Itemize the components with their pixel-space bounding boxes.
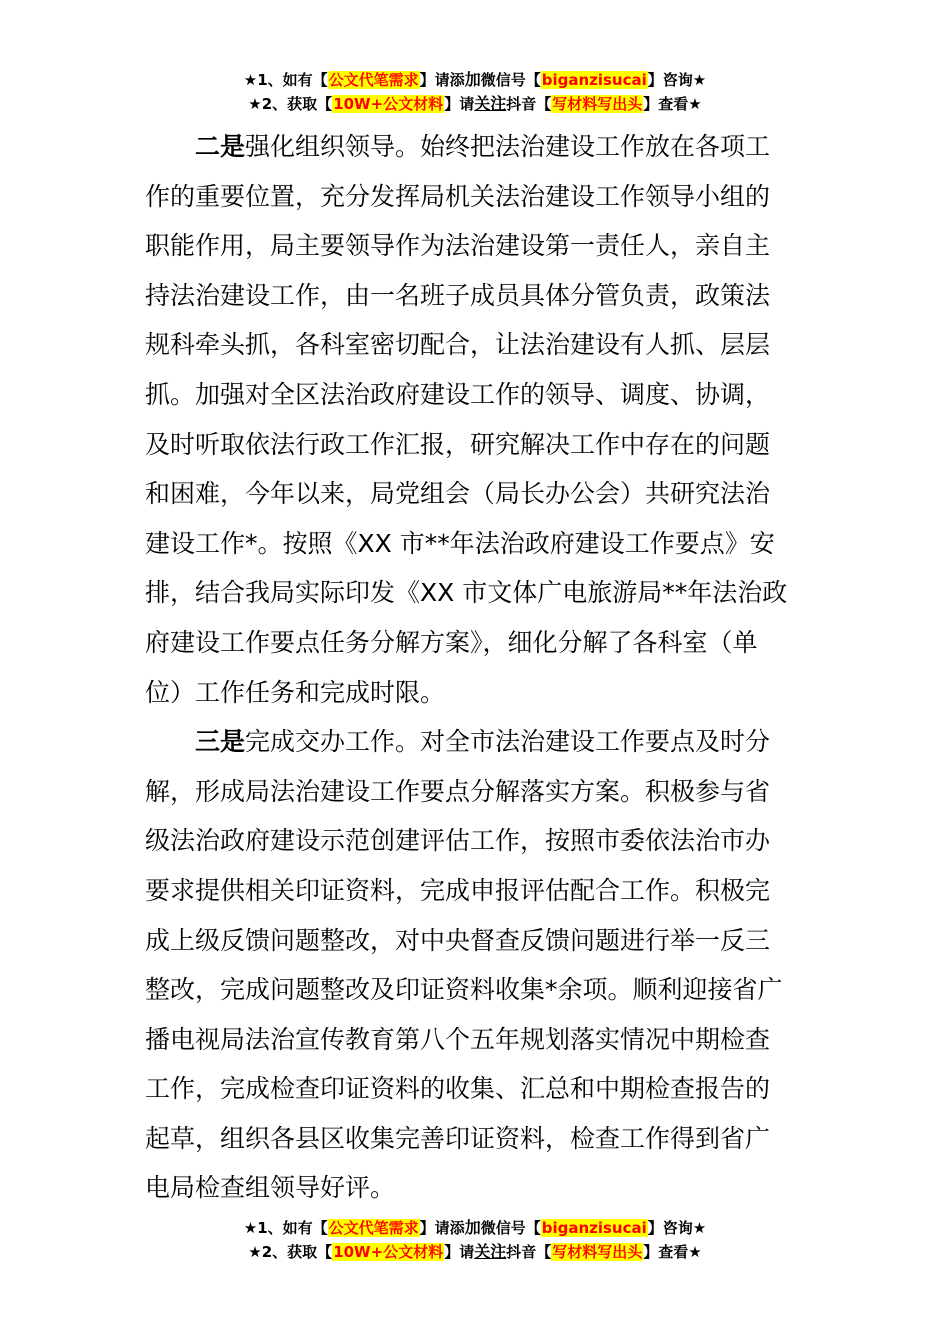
banner-text: 抖音【 [506, 95, 552, 113]
douyin-id-highlight: 写材料写出头 [552, 95, 643, 113]
paragraph-line: 播电视局法治宣传教育第八个五年规划落实情况中期检查 [145, 1024, 771, 1054]
paragraph-lead: 三是 [195, 727, 246, 757]
paragraph-line [145, 122, 810, 172]
document-body [145, 122, 810, 1213]
banner-text: 微信号【 [480, 1219, 541, 1237]
banner-text: 抖音【 [506, 1243, 552, 1261]
banner-text: ★2、获取【 [248, 95, 333, 113]
banner-text: ★1、如有【 [243, 71, 328, 89]
banner-text: 关注 [474, 94, 507, 113]
banner-text: 】请添 [419, 1219, 465, 1237]
banner-text: 】请 [444, 95, 475, 113]
paragraph-line: 持法治建设工作，由一名班子成员具体分管负责，政策法 [145, 280, 771, 310]
paragraph-line: 及时听取依法行政工作汇报，研究解决工作中存在的问题 [145, 429, 771, 459]
paragraph-line: 职能作用，局主要领导作为法治建设第一责任人，亲自主 [145, 231, 771, 261]
banner-text: 关注 [474, 1242, 507, 1261]
paragraph-line: 要求提供相关印证资料，完成申报评估配合工作。积极完 [145, 875, 771, 905]
line-text: 强化组织领导。始终把法治建设工作放在各项工 [245, 132, 771, 161]
paragraph-line: 起草，组织各县区收集完善印证资料，检查工作得到省广 [145, 1123, 771, 1153]
banner-line-2 [0, 92, 950, 116]
banner-text: ★1、如有【 [243, 1219, 328, 1237]
banner-highlight: 10W+公文材料 [333, 95, 444, 113]
banner-line-1 [0, 68, 950, 92]
banner-text: 】咨询★ [647, 1219, 707, 1237]
banner-text: 】咨询★ [647, 71, 707, 89]
banner-line-1 [0, 1216, 950, 1240]
line-text: 完成交办工作。对全市法治建设工作要点及时分 [245, 727, 771, 757]
paragraph-line: 位）工作任务和完成时限。 [145, 677, 446, 707]
banner-text: 】请添 [419, 71, 465, 89]
paragraph-line: 解，形成局法治建设工作要点分解落实方案。积极参与省 [145, 776, 771, 806]
paragraph-lead: 二是 [195, 132, 246, 161]
banner-line-2 [0, 1240, 950, 1264]
banner-highlight: 公文代笔需求 [328, 71, 419, 89]
footer-banner [0, 1216, 950, 1264]
paragraph-line: 整改，完成问题整改及印证资料收集*余项。顺利迎接省广 [145, 975, 783, 1005]
banner-text: 加 [464, 1218, 481, 1237]
banner-text: 加 [464, 70, 481, 89]
paragraph-line: 成上级反馈问题整改，对中央督查反馈问题进行举一反三 [145, 925, 771, 955]
paragraph-line: 建设工作*。按照《XX 市**年法治政府建设工作要点》安 [145, 528, 775, 558]
paragraph-line: 和困难，今年以来，局党组会（局长办公会）共研究法治 [145, 479, 771, 509]
banner-highlight: 10W+公文材料 [333, 1243, 444, 1261]
paragraph-line: 抓。加强对全区法治政府建设工作的领导、调度、协调， [145, 379, 771, 409]
paragraph-line: 工作，完成检查印证资料的收集、汇总和中期检查报告的 [145, 1074, 771, 1104]
paragraph-line: 作的重要位置，充分发挥局机关法治建设工作领导小组的 [145, 181, 771, 211]
banner-text: 微信号【 [480, 71, 541, 89]
banner-text: 】请 [444, 1243, 475, 1261]
banner-text: ★2、获取【 [248, 1243, 333, 1261]
banner-highlight: 公文代笔需求 [328, 1219, 419, 1237]
paragraph-line: 电局检查组领导好评。 [145, 1173, 396, 1203]
paragraph-line [145, 717, 810, 767]
wechat-id-highlight: biganzisucai [541, 71, 647, 89]
douyin-id-highlight: 写材料写出头 [552, 1243, 643, 1261]
paragraph-line: 排，结合我局实际印发《XX 市文体广电旅游局**年法治政 [145, 578, 788, 608]
wechat-id-highlight: biganzisucai [541, 1219, 647, 1237]
paragraph-line: 府建设工作要点任务分解方案》，细化分解了各科室（单 [145, 627, 758, 657]
header-banner [0, 68, 950, 116]
banner-text: 】查看★ [643, 1243, 702, 1261]
paragraph-line: 规科牵头抓，各科室密切配合，让法治建设有人抓、层层 [145, 330, 771, 360]
banner-text: 】查看★ [643, 95, 702, 113]
paragraph-line: 级法治政府建设示范创建评估工作，按照市委依法治市办 [145, 826, 771, 856]
